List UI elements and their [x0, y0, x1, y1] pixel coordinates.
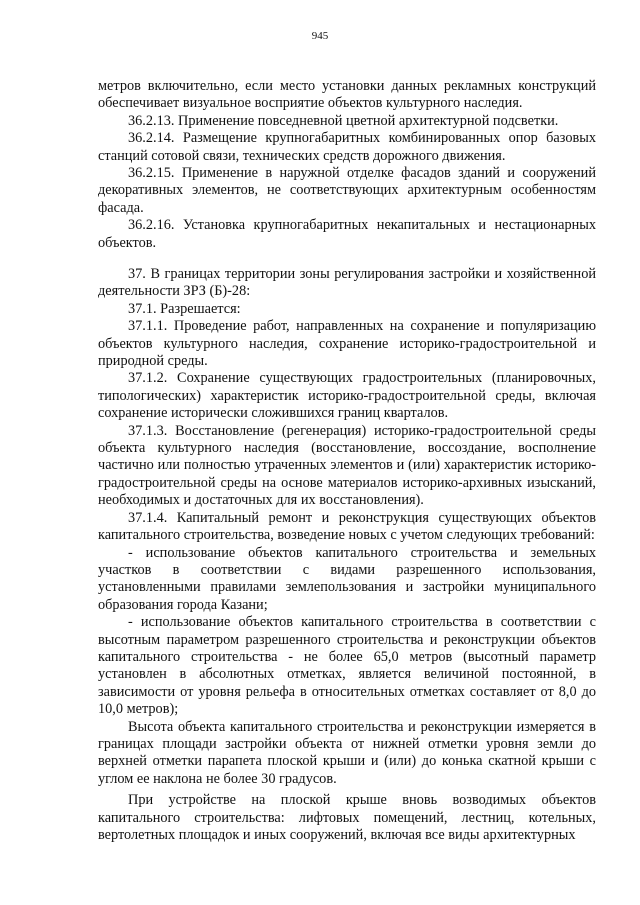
paragraph: 36.2.15. Применение в наружной отделке фасадов зданий и сооружений декоративных элементов, не соответствующих архитектурным особенностям фасада. [98, 165, 596, 216]
paragraph: При устройстве на плоской крыше вновь возводимых объектов капитального строительства: лифтовых помещений, лестниц, котельных, вертолетных площадок и иных сооружений, включая все виды архитектурных [98, 792, 596, 843]
section-36-2-continuation [98, 78, 596, 252]
list-item: - использование объектов капитального строительства и земельных участков в соответствии с видами разрешенного использования, установленными правилами землепользования и застройки муниципального образования города Казани; [98, 544, 596, 613]
list-item: - использование объектов капитального строительства в соответствии с высотным параметром разрешенного строительства и реконструкции объектов капитального строительства - не более 65,0 метров (высотный параметр установлен в абсолютных отметках, является величиной постоянной, в зависимости от уровня рельефа в относительных отметках составляет от 8,0 до 10,0 метров); [98, 614, 596, 718]
paragraph: 37. В границах территории зоны регулирования застройки и хозяйственной деятельности ЗРЗ (Б)-28: [98, 266, 596, 300]
page-number: 945 [311, 30, 329, 42]
paragraph: 36.2.14. Размещение крупногабаритных комбинированных опор базовых станций сотовой связи, технических средств дорожного движения. [98, 130, 596, 164]
paragraph: метров включительно, если место установки данных рекламных конструкций обеспечивает визуальное восприятие объектов культурного наследия. [98, 78, 596, 112]
paragraph: 37.1.4. Капитальный ремонт и реконструкция существующих объектов капитального строительства, возведение новых с учетом следующих требований: [98, 509, 596, 544]
section-37 [98, 266, 596, 844]
paragraph: 37.1.2. Сохранение существующих градостроительных (планировочных, типологических) характеристик историко-градостроительной среды, включая сохранение исторически сложившихся границ кварталов. [98, 370, 596, 422]
paragraph: 37.1.1. Проведение работ, направленных на сохранение и популяризацию объектов культурного наследия, сохранение историко-градостроительной и природной среды. [98, 318, 596, 370]
paragraph: 37.1. Разрешается: [128, 300, 241, 317]
paragraph: 37.1.3. Восстановление (регенерация) историко-градостроительной среды объекта культурного наследия (восстановление, воссоздание, восполнение частично или полностью утраченных элементов и (или) характеристик историко-градостроительной среды на основе материалов историко-архивных изысканий, необходимых и достаточных для их восстановления). [98, 422, 596, 509]
paragraph: 36.2.16. Установка крупногабаритных некапитальных и нестационарных объектов. [98, 217, 596, 251]
paragraph: Высота объекта капитального строительства и реконструкции измеряется в границах площади застройки объекта от нижней отметки уровня земли до верхней отметки парапета плоской крыши и (или) до конька скатной крыши с углом ее наклона не более 30 градусов. [98, 718, 596, 787]
paragraph: 36.2.13. Применение повседневной цветной архитектурной подсветки. [128, 112, 559, 129]
